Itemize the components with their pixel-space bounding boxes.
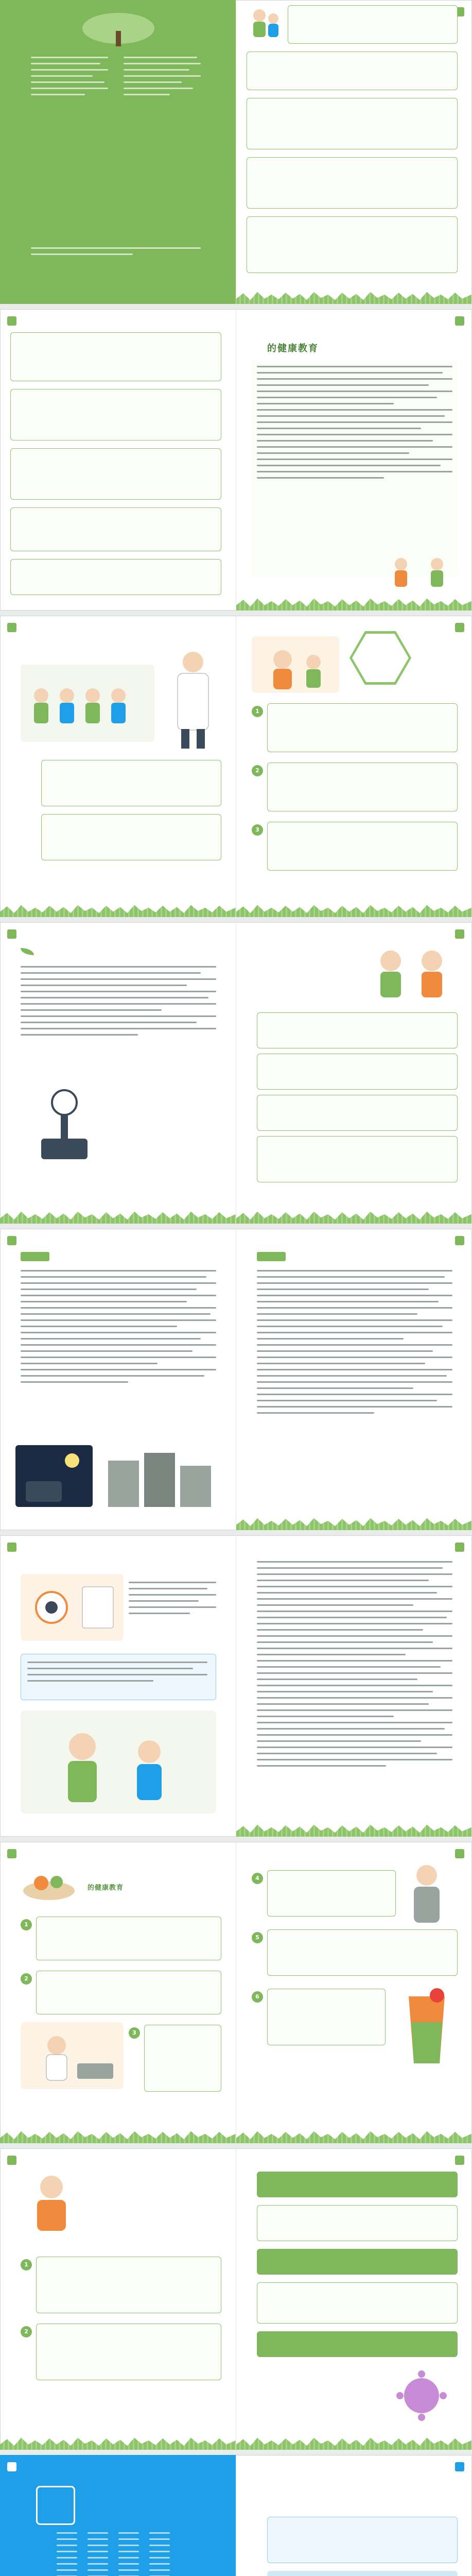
info-box xyxy=(267,762,458,811)
paragraph-lines xyxy=(257,1561,452,1771)
spread-9 xyxy=(0,2455,472,2576)
text-panel xyxy=(252,361,458,577)
page-1-left xyxy=(0,0,236,304)
info-panel xyxy=(21,1654,216,1700)
step-number-3: 3 xyxy=(252,824,263,836)
grass-decoration xyxy=(236,2130,471,2143)
cover-text-block-2 xyxy=(124,57,201,100)
page-number xyxy=(7,2462,16,2471)
night-illustration xyxy=(15,1445,93,1507)
spread-5 xyxy=(0,1229,472,1530)
info-box xyxy=(267,1870,396,1917)
page-number xyxy=(455,1236,464,1245)
info-box xyxy=(247,52,458,90)
eye-chart-illustration xyxy=(21,1574,124,1641)
info-box xyxy=(10,448,221,500)
info-box xyxy=(267,1989,386,2045)
info-box xyxy=(257,1012,458,1048)
step-number-2: 2 xyxy=(252,765,263,776)
family-illustration xyxy=(21,1710,216,1814)
info-box xyxy=(36,1971,221,2014)
grass-decoration xyxy=(236,291,471,304)
info-box xyxy=(257,1054,458,1090)
step-number-5: 5 xyxy=(252,1932,263,1943)
classroom-illustration xyxy=(21,665,154,742)
paragraph-lines xyxy=(257,1270,452,1418)
step-number-1: 1 xyxy=(252,706,263,717)
page-number xyxy=(7,2156,16,2165)
page-number xyxy=(455,623,464,632)
info-box xyxy=(41,760,221,806)
vertical-heading xyxy=(21,765,30,837)
virus-illustration xyxy=(391,2370,452,2421)
grass-decoration xyxy=(0,904,236,917)
page-4-left xyxy=(0,922,236,1224)
grass-decoration xyxy=(236,597,471,611)
page-number xyxy=(7,1236,16,1245)
kid-measuring-illustration xyxy=(21,2169,82,2236)
section-hexagon xyxy=(349,631,411,685)
leaf-icon xyxy=(21,948,34,955)
cover-text-block xyxy=(31,57,108,100)
section-tag xyxy=(257,1252,286,1261)
page-number xyxy=(7,929,16,939)
info-box xyxy=(144,2025,221,2092)
kids-playing-illustration xyxy=(380,551,463,592)
page-9-left xyxy=(0,2455,236,2576)
step-number-1: 1 xyxy=(21,2259,32,2270)
grass-decoration xyxy=(236,1517,471,1530)
page-number xyxy=(7,1543,16,1552)
page-number xyxy=(7,1849,16,1858)
info-box xyxy=(267,1929,458,1976)
page-number xyxy=(455,2156,464,2165)
spread-8 xyxy=(0,2148,472,2450)
page-3-right xyxy=(236,616,471,917)
grass-decoration xyxy=(0,2436,236,2450)
page-number xyxy=(7,316,16,326)
cover-footer-lines xyxy=(31,247,201,260)
page-1-right xyxy=(236,0,471,304)
info-box xyxy=(257,1095,458,1131)
page-2-right xyxy=(236,309,471,611)
spread-1 xyxy=(0,0,472,304)
page-6-right xyxy=(236,1535,471,1837)
highlight-box xyxy=(257,2249,458,2275)
vertical-text-column xyxy=(88,2532,108,2576)
info-box xyxy=(267,2517,458,2563)
step-number-2: 2 xyxy=(21,2326,32,2337)
section-tag xyxy=(21,1252,49,1261)
page-number xyxy=(7,623,16,632)
page-2-left xyxy=(0,309,236,611)
info-box xyxy=(257,2205,458,2241)
info-box xyxy=(257,2282,458,2324)
grass-decoration xyxy=(0,2130,236,2143)
spread-7 xyxy=(0,1842,472,2143)
swimming-illustration xyxy=(267,2571,458,2576)
spread-4 xyxy=(0,922,472,1224)
page-number xyxy=(455,1849,464,1858)
info-box xyxy=(41,814,221,860)
paragraph-lines xyxy=(129,1582,216,1619)
kids-with-food-illustration xyxy=(365,938,458,1005)
page-5-left xyxy=(0,1229,236,1530)
grass-decoration xyxy=(236,1823,471,1837)
page-8-left xyxy=(0,2148,236,2450)
info-box xyxy=(36,2324,221,2380)
page-number xyxy=(455,1543,464,1552)
panel-lines xyxy=(27,1662,207,1686)
section-subtitle: 的健康教育 xyxy=(267,343,319,354)
badge-label xyxy=(38,2487,74,2500)
page-4-right xyxy=(236,922,471,1224)
step-number-3: 3 xyxy=(129,2027,140,2039)
vertical-text-column xyxy=(57,2532,77,2576)
hygiene-illustration xyxy=(252,636,339,693)
info-box xyxy=(36,1917,221,1960)
section-badge xyxy=(36,2486,75,2525)
kids-illustration xyxy=(247,5,283,41)
info-box xyxy=(247,216,458,273)
hexagon-label xyxy=(352,634,409,682)
grass-decoration xyxy=(236,1210,471,1224)
step-number-2: 2 xyxy=(21,1973,32,1985)
grass-decoration xyxy=(236,904,471,917)
page-5-right xyxy=(236,1229,471,1530)
page-8-right xyxy=(236,2148,471,2450)
step-number-6: 6 xyxy=(252,1991,263,2003)
elderly-illustration xyxy=(401,1860,452,1927)
spread-6 xyxy=(0,1535,472,1837)
cooking-illustration xyxy=(21,2022,124,2089)
doctor-illustration xyxy=(165,647,221,750)
grass-decoration xyxy=(236,2436,471,2450)
step-number-4: 4 xyxy=(252,1873,263,1884)
scale-illustration xyxy=(31,1087,98,1164)
info-box xyxy=(10,507,221,551)
page-3-left xyxy=(0,616,236,917)
food-illustration xyxy=(21,1862,77,1904)
info-box xyxy=(36,2257,221,2313)
paragraph-lines xyxy=(21,966,216,1040)
page-number xyxy=(455,2462,464,2471)
paragraph-lines xyxy=(257,366,452,483)
info-box xyxy=(247,157,458,209)
info-box xyxy=(267,703,458,752)
info-box xyxy=(257,1136,458,1182)
info-box xyxy=(10,389,221,440)
page-9-right xyxy=(236,2455,471,2576)
tree-illustration xyxy=(77,10,160,46)
grass-decoration xyxy=(0,1210,236,1224)
paragraph-lines xyxy=(21,1270,216,1387)
page-number xyxy=(455,316,464,326)
page-7-left xyxy=(0,1842,236,2143)
info-box xyxy=(247,98,458,149)
step-number-1: 1 xyxy=(21,1919,32,1930)
section-subtitle: 的健康教育 xyxy=(88,1884,124,1892)
highlight-box xyxy=(257,2331,458,2357)
page-6-left xyxy=(0,1535,236,1837)
vertical-text-column xyxy=(149,2532,170,2576)
info-box xyxy=(288,5,458,44)
spread-3 xyxy=(0,616,472,917)
building-illustration xyxy=(103,1450,216,1507)
info-box xyxy=(10,559,221,595)
drink-illustration xyxy=(396,1986,458,2069)
highlight-box xyxy=(257,2172,458,2197)
vertical-text-column xyxy=(118,2532,139,2576)
info-box xyxy=(267,822,458,871)
spread-2 xyxy=(0,309,472,611)
page-7-right xyxy=(236,1842,471,2143)
info-box xyxy=(10,332,221,381)
